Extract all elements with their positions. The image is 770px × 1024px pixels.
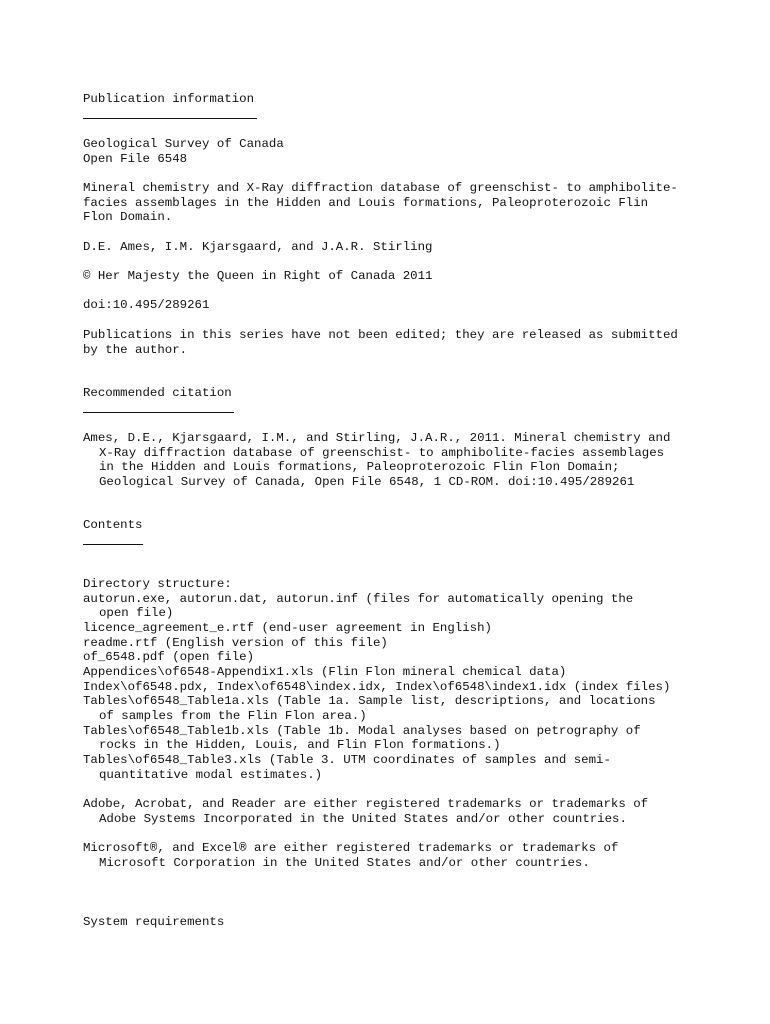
directory-entry: Tables\of6548_Table3.xls (Table 3. UTM coordinates of samples and semi-	[83, 753, 611, 767]
open-file-number: Open File 6548	[83, 152, 188, 166]
directory-entry: autorun.exe, autorun.dat, autorun.inf (files for automatically opening the	[83, 592, 634, 606]
directory-entry: open file)	[99, 606, 174, 620]
heading-underline	[83, 118, 257, 119]
directory-entry: quantitative modal estimates.)	[99, 768, 323, 782]
citation-line: Geological Survey of Canada, Open File 6548, 1 CD-ROM. doi:10.495/289261	[99, 475, 635, 489]
title-line: Flon Domain.	[83, 210, 173, 224]
directory-entry: readme.rtf (English version of this file)	[83, 636, 388, 650]
directory-entry: licence_agreement_e.rtf (end-user agreement in English)	[83, 621, 492, 635]
citation-line: X-Ray diffraction database of greenschist- to amphibolite-facies assemblages	[99, 446, 665, 460]
authors: D.E. Ames, I.M. Kjarsgaard, and J.A.R. Stirling	[83, 240, 433, 254]
citation-line: in the Hidden and Louis formations, Paleoproterozoic Flin Flon Domain;	[99, 460, 620, 474]
directory-entry: of_6548.pdf (open file)	[83, 650, 255, 664]
directory-entry: Appendices\of6548-Appendix1.xls (Flin Flon mineral chemical data)	[83, 665, 567, 679]
title-line: facies assemblages in the Hidden and Louis formations, Paleoproterozoic Flin	[83, 196, 649, 210]
microsoft-trademark-line: Microsoft®, and Excel® are either registered trademarks or trademarks of	[83, 841, 619, 855]
edit-note-line: Publications in this series have not been edited; they are released as submitted	[83, 328, 678, 342]
directory-heading: Directory structure:	[83, 577, 232, 591]
directory-entry: Tables\of6548_Table1b.xls (Table 1b. Modal analyses based on petrography of	[83, 724, 641, 738]
directory-entry: Tables\of6548_Table1a.xls (Table 1a. Sample list, descriptions, and locations	[83, 694, 656, 708]
section-heading-publication: Publication information	[83, 92, 255, 106]
adobe-trademark-line: Adobe, Acrobat, and Reader are either registered trademarks or trademarks of	[83, 797, 649, 811]
directory-entry: Index\of6548.pdx, Index\of6548\index.idx, Index\of6548\index1.idx (index files)	[83, 680, 671, 694]
edit-note-line: by the author.	[83, 343, 188, 357]
microsoft-trademark-line: Microsoft Corporation in the United States and/or other countries.	[99, 856, 590, 870]
heading-underline	[83, 544, 143, 545]
section-heading-contents: Contents	[83, 518, 143, 532]
copyright: © Her Majesty the Queen in Right of Canada 2011	[83, 269, 433, 283]
citation-line: Ames, D.E., Kjarsgaard, I.M., and Stirling, J.A.R., 2011. Mineral chemistry and	[83, 431, 671, 445]
directory-entry: rocks in the Hidden, Louis, and Flin Flon formations.)	[99, 738, 501, 752]
heading-underline	[83, 412, 234, 413]
directory-entry: of samples from the Flin Flon area.)	[99, 709, 367, 723]
doi: doi:10.495/289261	[83, 298, 210, 312]
organization: Geological Survey of Canada	[83, 137, 284, 151]
title-line: Mineral chemistry and X-Ray diffraction database of greenschist- to amphibolite-	[83, 181, 678, 195]
adobe-trademark-line: Adobe Systems Incorporated in the United States and/or other countries.	[99, 812, 627, 826]
section-heading-citation: Recommended citation	[83, 386, 232, 400]
section-heading-system-requirements: System requirements	[83, 915, 225, 929]
